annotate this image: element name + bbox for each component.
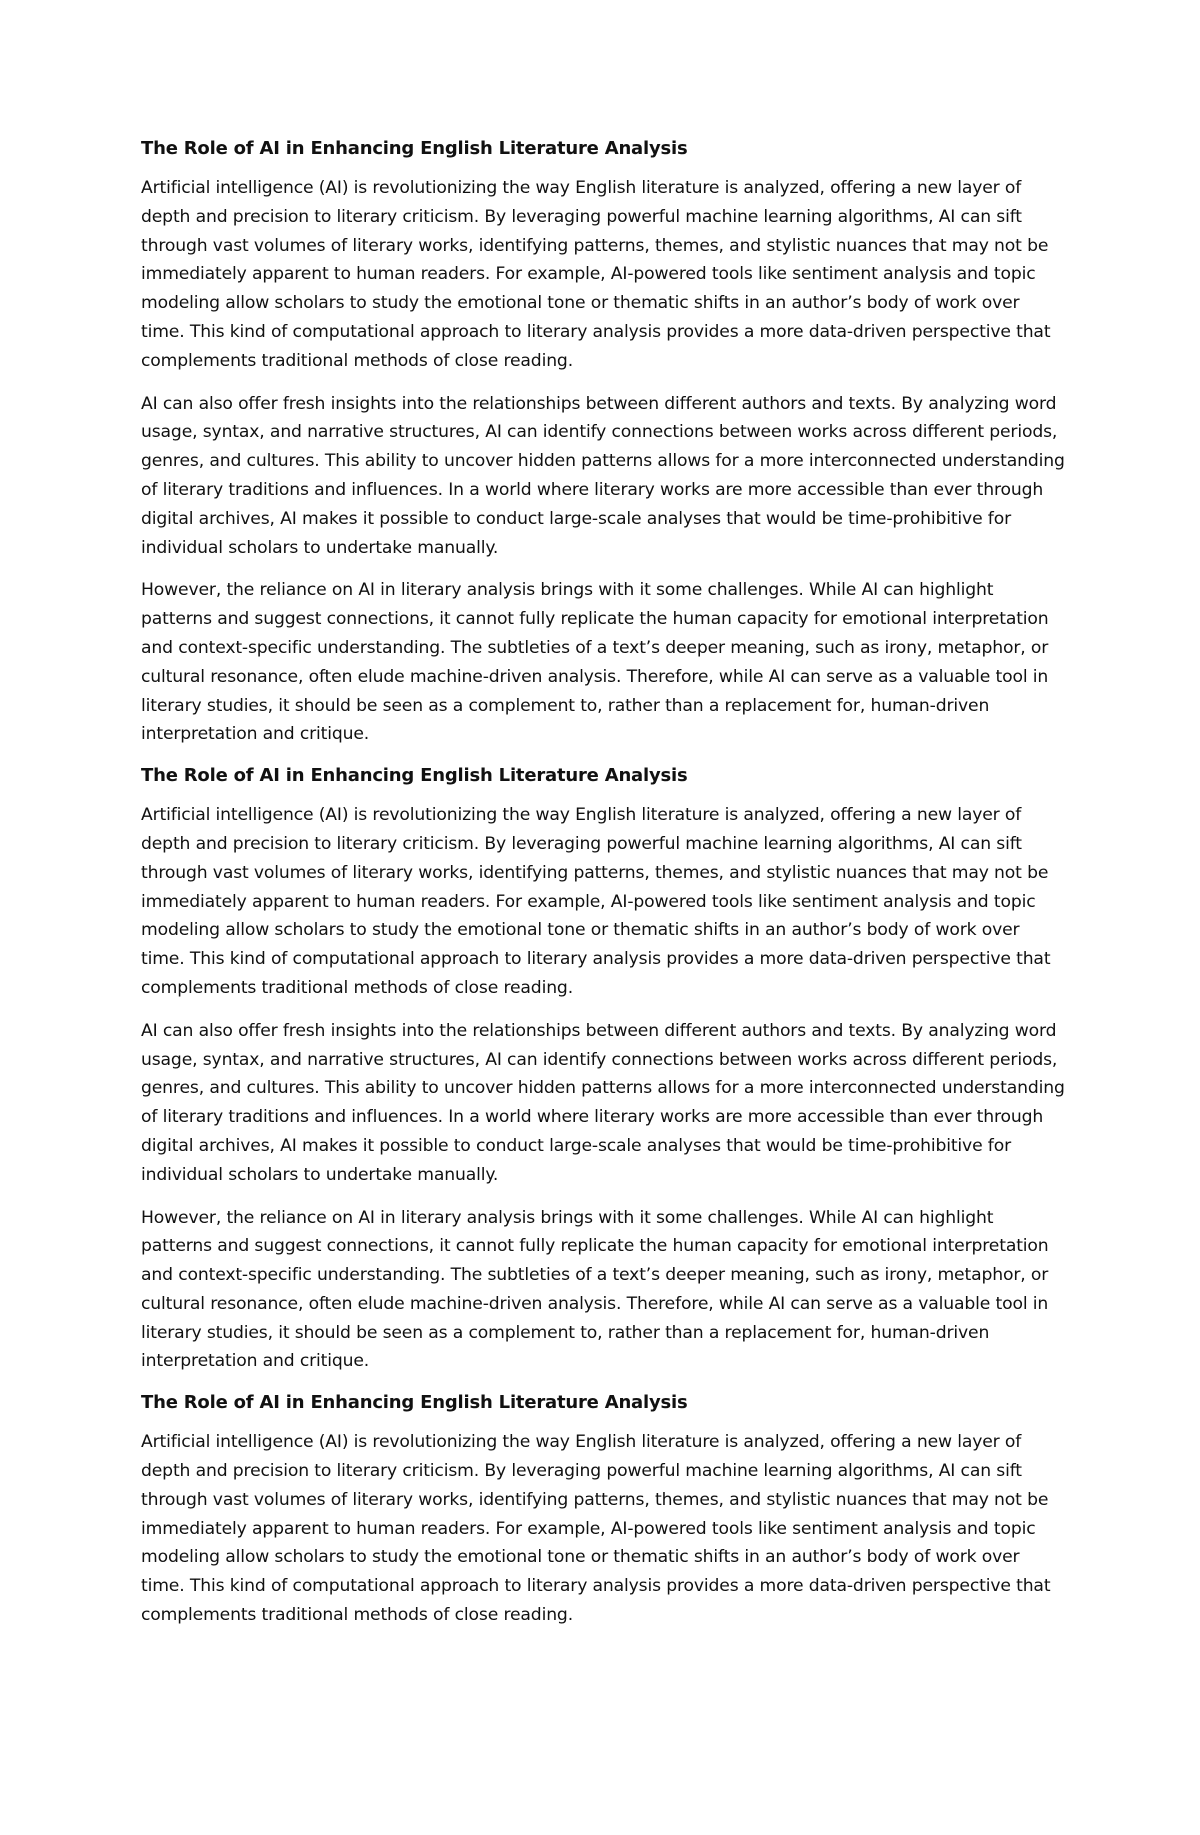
section-1 (141, 136, 1066, 749)
section-3 (141, 1390, 1066, 1630)
paragraph: However, the reliance on AI in literary analysis brings with it some challenges. While AI can highlight patterns and suggest connections, it cannot fully replicate the human capacity for emotional interpretation and context-specific understanding. The subtleties of a text’s deeper meaning, such as irony, metaphor, or cultural resonance, often elude machine-driven analysis. Therefore, while AI can serve as a valuable tool in literary studies, it should be seen as a complement to, rather than a replacement for, human-driven interpretation and critique. (141, 1207, 1049, 1372)
paragraph: Artificial intelligence (AI) is revolutionizing the way English literature is analyzed, offering a new layer of depth and precision to literary criticism. By leveraging powerful machine learning algorithms, AI can sift through vast volumes of literary works, identifying patterns, themes, and stylistic nuances that may not be immediately apparent to human readers. For example, AI-powered tools like sentiment analysis and topic modeling allow scholars to study the emotional tone or thematic shifts in an author’s body of work over time. This kind of computational approach to literary analysis provides a more data-driven perspective that complements traditional methods of close reading. (141, 1432, 1051, 1626)
paragraph: AI can also offer fresh insights into the relationships between different authors and texts. By analyzing word usage, syntax, and narrative structures, AI can identify connections between works across different periods, genres, and cultures. This ability to uncover hidden patterns allows for a more interconnected understanding of literary traditions and influences. In a world where literary works are more accessible than ever through digital archives, AI makes it possible to conduct large-scale analyses that would be time-prohibitive for individual scholars to undertake manually. (141, 393, 1065, 558)
paragraph: However, the reliance on AI in literary analysis brings with it some challenges. While AI can highlight patterns and suggest connections, it cannot fully replicate the human capacity for emotional interpretation and context-specific understanding. The subtleties of a text’s deeper meaning, such as irony, metaphor, or cultural resonance, often elude machine-driven analysis. Therefore, while AI can serve as a valuable tool in literary studies, it should be seen as a complement to, rather than a replacement for, human-driven interpretation and critique. (141, 580, 1049, 745)
section-2 (141, 763, 1066, 1376)
paragraph: AI can also offer fresh insights into the relationships between different authors and texts. By analyzing word usage, syntax, and narrative structures, AI can identify connections between works across different periods, genres, and cultures. This ability to uncover hidden patterns allows for a more interconnected understanding of literary traditions and influences. In a world where literary works are more accessible than ever through digital archives, AI makes it possible to conduct large-scale analyses that would be time-prohibitive for individual scholars to undertake manually. (141, 1020, 1065, 1185)
section-heading: The Role of AI in Enhancing English Literature Analysis (141, 138, 688, 159)
section-heading: The Role of AI in Enhancing English Literature Analysis (141, 765, 688, 787)
paragraph: Artificial intelligence (AI) is revolutionizing the way English literature is analyzed, offering a new layer of depth and precision to literary criticism. By leveraging powerful machine learning algorithms, AI can sift through vast volumes of literary works, identifying patterns, themes, and stylistic nuances that may not be immediately apparent to human readers. For example, AI-powered tools like sentiment analysis and topic modeling allow scholars to study the emotional tone or thematic shifts in an author’s body of work over time. This kind of computational approach to literary analysis provides a more data-driven perspective that complements traditional methods of close reading. (141, 805, 1051, 998)
document-body (141, 136, 1066, 1644)
paragraph: Artificial intelligence (AI) is revolutionizing the way English literature is analyzed, offering a new layer of depth and precision to literary criticism. By leveraging powerful machine learning algorithms, AI can sift through vast volumes of literary works, identifying patterns, themes, and stylistic nuances that may not be immediately apparent to human readers. For example, AI-powered tools like sentiment analysis and topic modeling allow scholars to study the emotional tone or thematic shifts in an author’s body of work over time. This kind of computational approach to literary analysis provides a more data-driven perspective that complements traditional methods of close reading. (141, 178, 1051, 371)
section-heading: The Role of AI in Enhancing English Literature Analysis (141, 1392, 688, 1414)
